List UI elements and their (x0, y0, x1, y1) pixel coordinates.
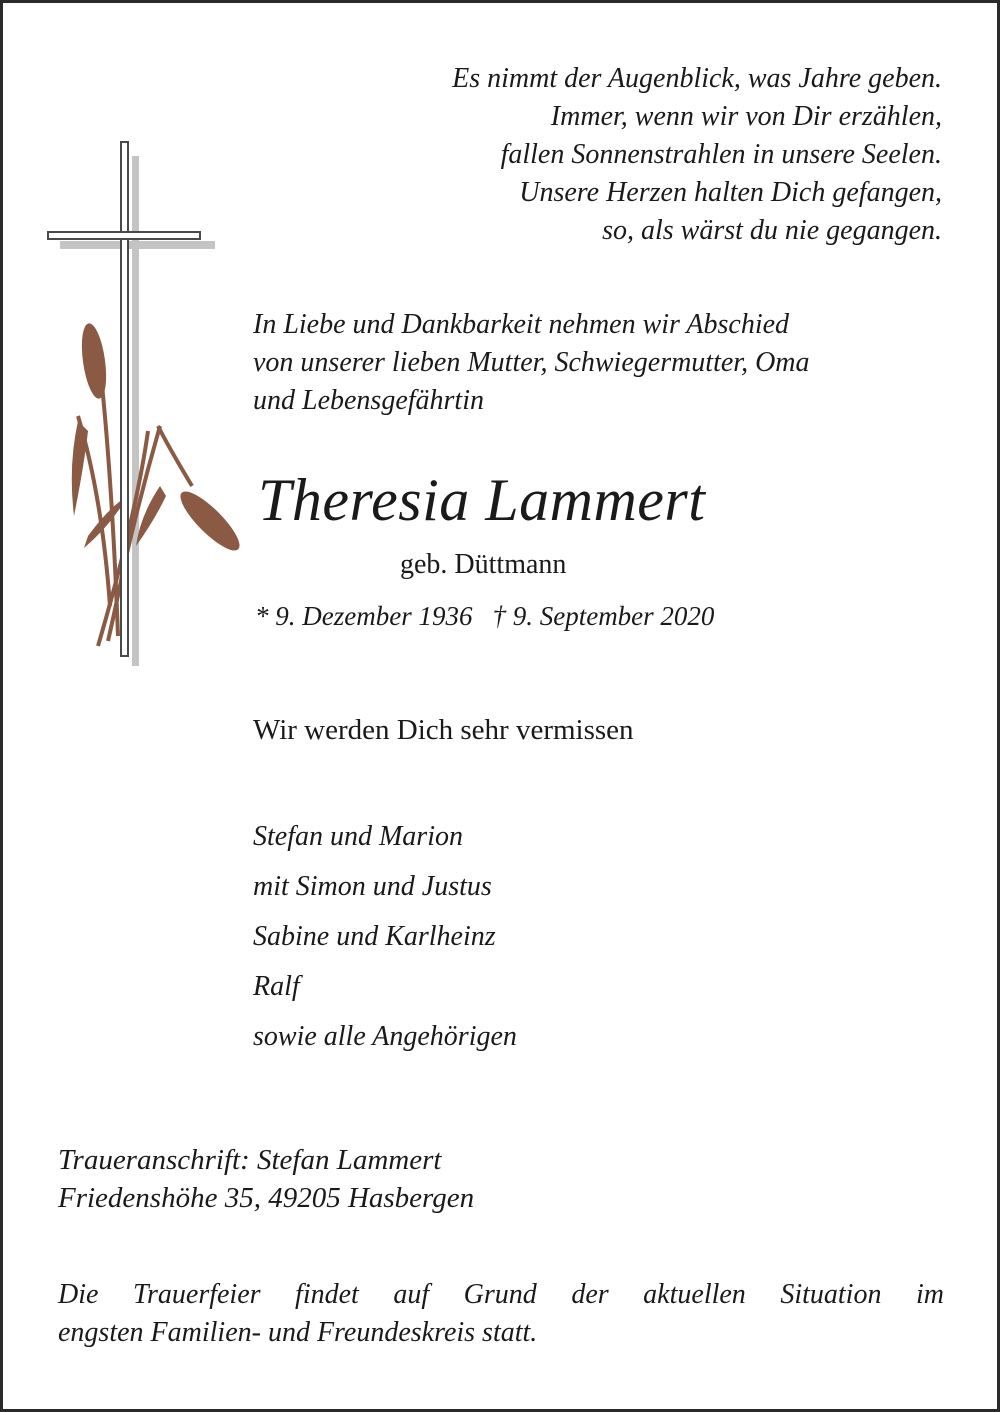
birth-date: * 9. Dezember 1936 (255, 601, 473, 631)
intro-line: von unserer lieben Mutter, Schwiegermutter, Oma (253, 347, 810, 378)
family-list (253, 818, 517, 1068)
memorial-poem (452, 60, 942, 250)
intro-line: und Lebensgefährtin (253, 385, 484, 416)
poem-line: fallen Sonnenstrahlen in unsere Seelen. (500, 139, 942, 170)
mourning-address (58, 1141, 474, 1217)
farewell-message: Wir werden Dich sehr vermissen (253, 714, 634, 746)
life-dates (255, 598, 714, 634)
intro-line: In Liebe und Dankbarkeit nehmen wir Abschied (253, 309, 790, 340)
note-line: engsten Familien- und Freundeskreis statt. (58, 1317, 538, 1348)
cross-with-wheat-icon (40, 136, 252, 666)
address-line: Traueranschrift: Stefan Lammert (58, 1144, 442, 1176)
poem-line: Unsere Herzen halten Dich gefangen, (519, 177, 942, 208)
poem-line: so, als wärst du nie gegangen. (602, 215, 942, 246)
family-member: Stefan und Marion (253, 821, 463, 852)
poem-line: Es nimmt der Augenblick, was Jahre geben. (452, 63, 942, 94)
poem-line: Immer, wenn wir von Dir erzählen, (550, 101, 942, 132)
address-line: Friedenshöhe 35, 49205 Hasbergen (58, 1182, 475, 1214)
family-member: mit Simon und Justus (253, 871, 492, 902)
family-member: sowie alle Angehörigen (253, 1021, 517, 1052)
funeral-note (58, 1276, 944, 1352)
family-member: Ralf (253, 971, 300, 1002)
farewell-intro (253, 306, 810, 420)
death-date: † 9. September 2020 (492, 601, 715, 631)
note-line: Die Trauerfeier findet auf Grund der aktuellen Situation im (58, 1279, 944, 1310)
birth-name: geb. Düttmann (400, 549, 567, 580)
family-member: Sabine und Karlheinz (253, 921, 496, 952)
deceased-name: Theresia Lammert (258, 467, 706, 533)
